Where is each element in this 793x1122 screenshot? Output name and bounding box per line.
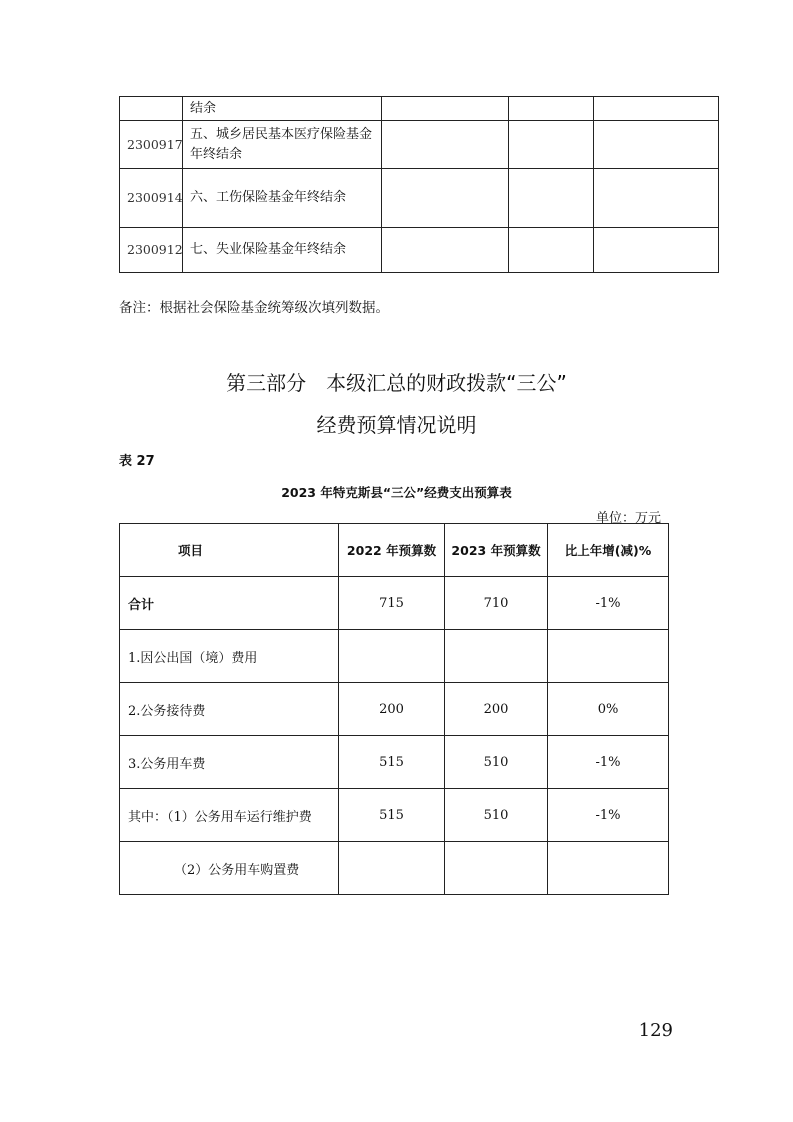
row-2022: 200 [339, 683, 445, 736]
header-2023: 2023 年预算数 [445, 524, 548, 577]
subject-name: 五、城乡居民基本医疗保险基金年终结余 [183, 121, 382, 169]
header-change: 比上年增(减)% [548, 524, 669, 577]
row-change: -1% [548, 789, 669, 842]
three-public-budget-table [119, 523, 669, 895]
page-number: 129 [638, 1020, 673, 1041]
subject-code: 2300912 [120, 228, 183, 273]
subject-code: 2300917 [120, 121, 183, 169]
row-2023: 200 [445, 683, 548, 736]
header-item: 项目 [120, 524, 339, 577]
row-item: 合计 [120, 577, 339, 630]
section-title-line1: 第三部分 本级汇总的财政拨款“三公” [226, 371, 567, 395]
row-2022 [339, 630, 445, 683]
row-2022: 715 [339, 577, 445, 630]
table-row [120, 842, 669, 895]
row-2023: 710 [445, 577, 548, 630]
header-2022: 2022 年预算数 [339, 524, 445, 577]
table-row [120, 169, 719, 228]
row-2023 [445, 630, 548, 683]
subject-name: 六、工伤保险基金年终结余 [183, 169, 382, 228]
table-row [120, 630, 669, 683]
table-title: 2023 年特克斯县“三公”经费支出预算表 [281, 485, 512, 500]
row-change: -1% [548, 736, 669, 789]
fund-balance-table [119, 96, 719, 273]
row-2023: 510 [445, 736, 548, 789]
row-2022 [339, 842, 445, 895]
row-change: -1% [548, 577, 669, 630]
row-item: 3.公务用车费 [120, 736, 339, 789]
row-2022: 515 [339, 789, 445, 842]
table-row [120, 228, 719, 273]
table-row [120, 683, 669, 736]
unit-label: 单位：万元 [595, 511, 661, 526]
row-change: 0% [548, 683, 669, 736]
table-row [120, 736, 669, 789]
table-row [120, 121, 719, 169]
subject-code: 2300914 [120, 169, 183, 228]
row-item: （2）公务用车购置费 [120, 842, 339, 895]
table-label: 表 27 [119, 454, 155, 469]
row-change [548, 630, 669, 683]
table-row [120, 97, 719, 121]
note-text: 备注：根据社会保险基金统筹级次填列数据。 [119, 300, 389, 316]
row-item: 1.因公出国（境）费用 [120, 630, 339, 683]
subject-name: 七、失业保险基金年终结余 [183, 228, 382, 273]
subject-name: 结余 [183, 97, 382, 121]
row-2023 [445, 842, 548, 895]
row-item: 其中：（1）公务用车运行维护费 [120, 789, 339, 842]
row-2023: 510 [445, 789, 548, 842]
section-title-line2: 经费预算情况说明 [316, 413, 477, 437]
row-item: 2.公务接待费 [120, 683, 339, 736]
row-2022: 515 [339, 736, 445, 789]
row-change [548, 842, 669, 895]
table-row [120, 789, 669, 842]
subject-code [120, 97, 183, 121]
table-row [120, 577, 669, 630]
header-row [120, 524, 669, 577]
